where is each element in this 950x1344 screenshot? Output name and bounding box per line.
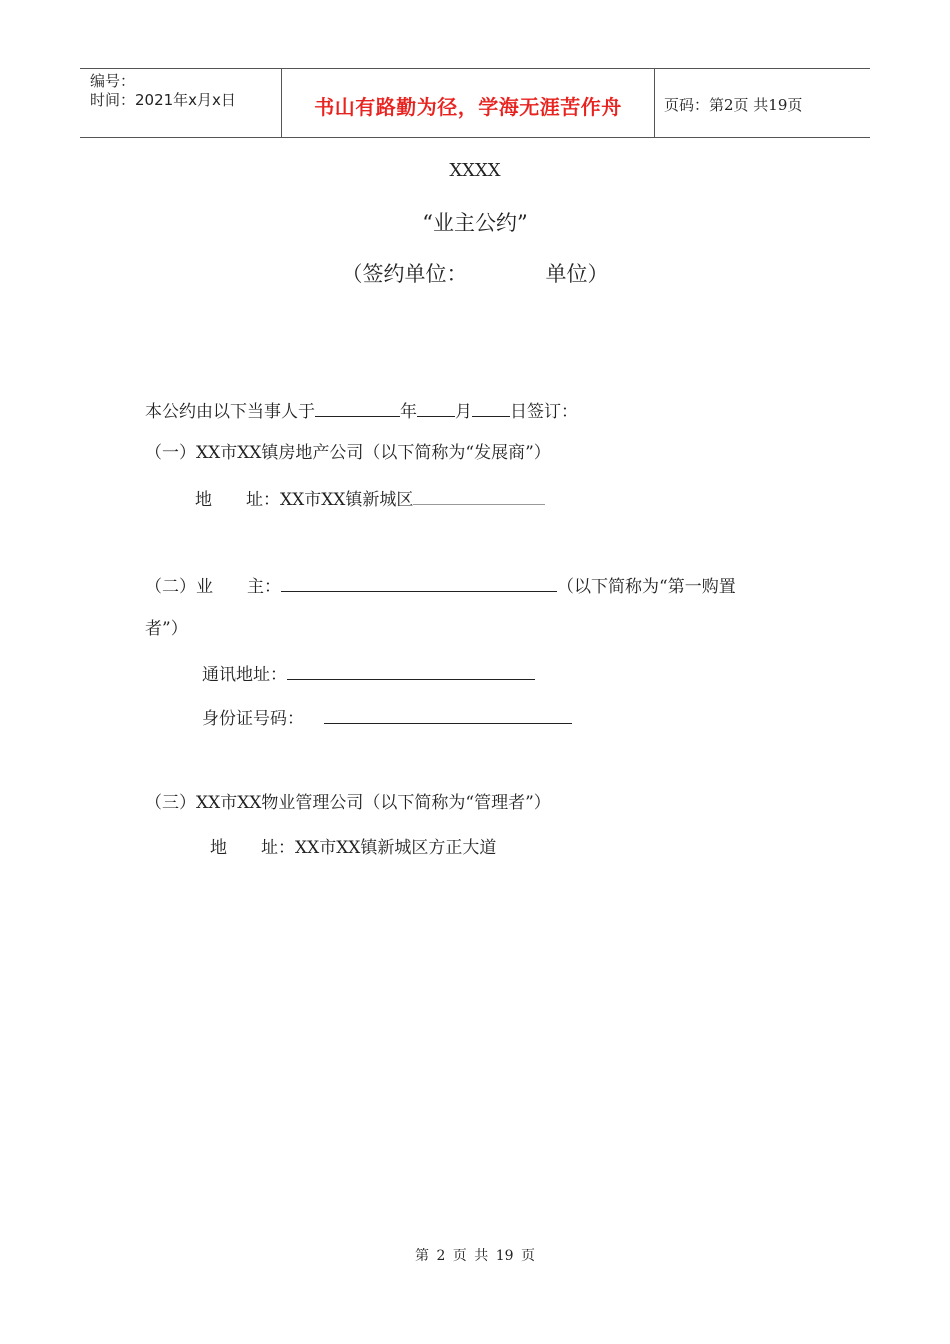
doc-time-label: 时间：2021年x月x日 bbox=[90, 91, 236, 109]
owner-name-blank bbox=[281, 573, 557, 592]
owner-id-label: 身份证号码： bbox=[202, 709, 304, 729]
header-page-cell bbox=[655, 69, 870, 137]
signing-unit-label: （签约单位： bbox=[341, 262, 468, 286]
party1-address-label: 地 址： bbox=[195, 490, 280, 510]
doc-title-code: XXXX bbox=[449, 160, 501, 181]
party1-address-blank bbox=[413, 486, 545, 505]
party1-address-value: XX市XX镇新城区 bbox=[280, 490, 414, 510]
signing-unit-suffix: 单位） bbox=[545, 262, 609, 286]
party1-address bbox=[195, 486, 545, 512]
intro-text: 本公约由以下当事人于 bbox=[145, 402, 315, 422]
party2-line bbox=[145, 573, 736, 599]
owner-contact-label: 通讯地址： bbox=[202, 665, 287, 685]
header-meta-cell bbox=[80, 69, 282, 137]
party2-wrap: 者”） bbox=[145, 619, 188, 639]
year-blank bbox=[315, 398, 400, 417]
party2-prefix: （二）业 主： bbox=[145, 577, 281, 597]
intro-line bbox=[145, 398, 578, 424]
page-footer: 第 2 页 共 19 页 bbox=[415, 1248, 535, 1264]
month-blank bbox=[417, 398, 455, 417]
day-blank bbox=[472, 398, 510, 417]
header-motto-cell bbox=[282, 69, 655, 137]
owner-id-line bbox=[202, 705, 572, 731]
party2-suffix: （以下简称为“第一购置 bbox=[557, 577, 736, 597]
party3-line: （三）XX市XX物业管理公司（以下简称为“管理者”） bbox=[145, 793, 551, 813]
owner-contact-line bbox=[202, 661, 535, 687]
party3-address bbox=[210, 836, 496, 860]
party3-address-value: XX市XX镇新城区方正大道 bbox=[295, 838, 497, 858]
owner-id-blank bbox=[324, 705, 572, 724]
party3-address-label: 地 址： bbox=[210, 838, 295, 858]
year-label: 年 bbox=[400, 402, 417, 422]
page-header bbox=[80, 68, 870, 138]
doc-signing-unit bbox=[0, 258, 950, 288]
doc-number-label: 编号： bbox=[90, 72, 136, 90]
doc-title: “业主公约” bbox=[422, 211, 528, 235]
header-motto: 书山有路勤为径，学海无涯苦作舟 bbox=[314, 95, 622, 119]
party1-line: （一）XX市XX镇房地产公司（以下简称为“发展商”） bbox=[145, 443, 551, 463]
day-label: 日签订： bbox=[510, 402, 578, 422]
owner-contact-blank bbox=[287, 661, 535, 680]
month-label: 月 bbox=[455, 402, 472, 422]
header-page-info: 页码：第2页 共19页 bbox=[664, 96, 803, 114]
